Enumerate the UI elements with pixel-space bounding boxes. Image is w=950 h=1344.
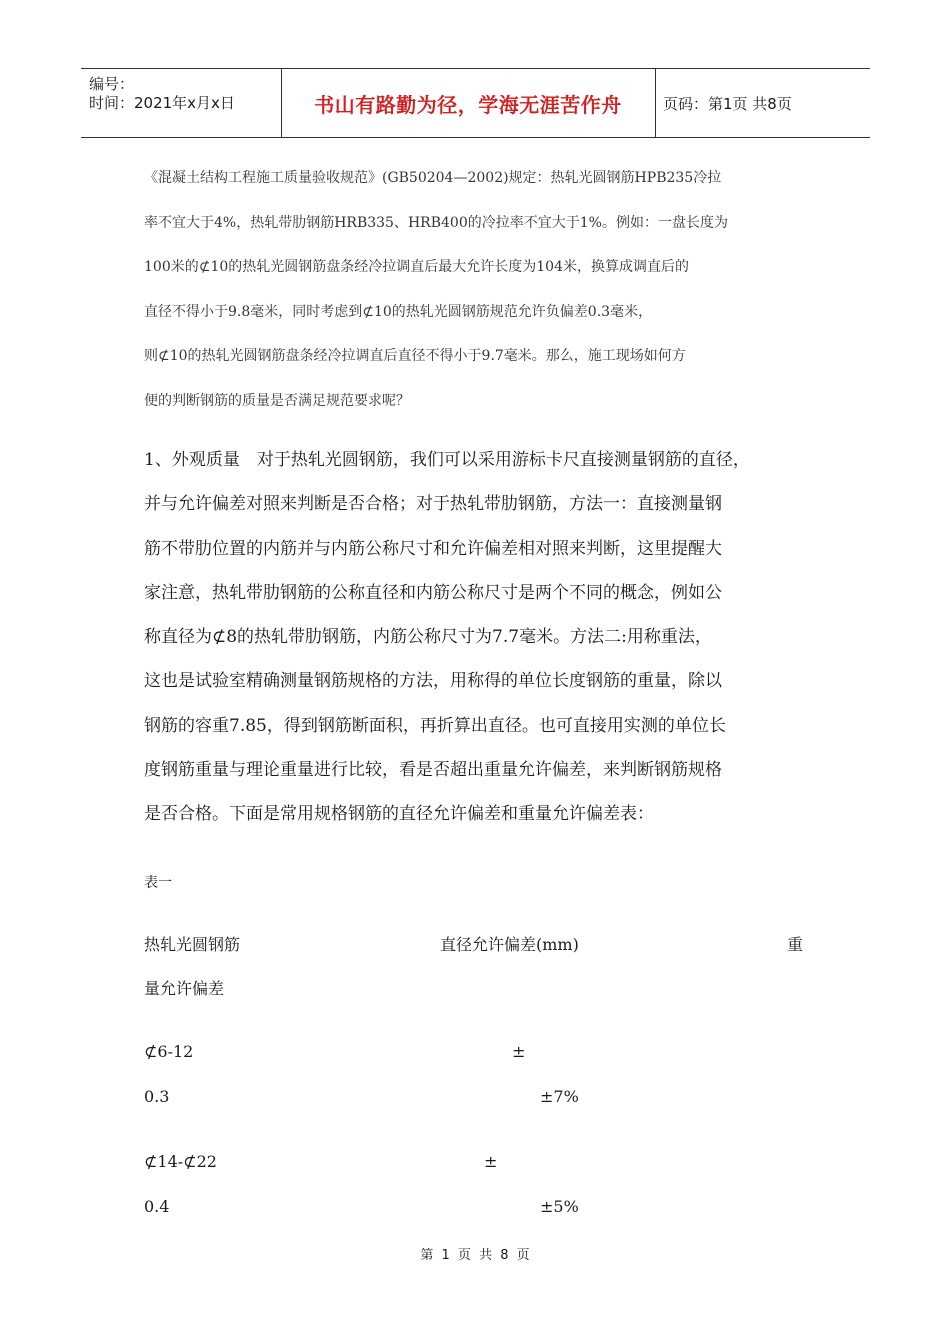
body-line: 家注意，热轧带肋钢筋的公称直径和内筋公称尺寸是两个不同的概念，例如公 [144, 582, 722, 603]
time-label: 时间：2021年x月x日 [89, 94, 235, 112]
intro-line: 直径不得小于9.8毫米，同时考虑到⊄10的热轧光圆钢筋规范允许负偏差0.3毫米， [144, 303, 653, 320]
table-row-spec: ⊄14-⊄22 [144, 1152, 217, 1171]
appearance-quality-section [144, 438, 816, 837]
body-line: 钢筋的容重7.85，得到钢筋断面积，再折算出直径。也可直接用实测的单位长 [144, 715, 726, 736]
table-header-col3: 重 [787, 935, 804, 954]
footer-gong: 共 [479, 1248, 493, 1263]
header-motto: 书山有路勤为径，学海无涯苦作舟 [314, 92, 622, 117]
document-header [81, 68, 870, 138]
body-line: 称直径为⊄8的热轧带肋钢筋，内筋公称尺寸为7.7毫米。方法二:用称重法， [144, 627, 712, 648]
table-row-diameter: 0.4 [144, 1197, 170, 1216]
body-line: 1、外观质量 对于热轧光圆钢筋，我们可以采用游标卡尺直接测量钢筋的直径， [144, 450, 750, 470]
number-label: 编号： [89, 75, 135, 93]
header-divider-right [655, 69, 656, 137]
body-line: 是否合格。下面是常用规格钢筋的直径允许偏差和重量允许偏差表： [144, 804, 654, 825]
body-line: 筋不带肋位置的内筋并与内筋公称尺寸和允许偏差相对照来判断，这里提醒大 [144, 538, 722, 559]
table-header-col1: 热轧光圆钢筋 [144, 935, 241, 954]
intro-line: 则⊄10的热轧光圆钢筋盘条经冷拉调直后直径不得小于9.7毫米。那么，施工现场如何方 [144, 348, 686, 364]
table-row-spec: ⊄6-12 [144, 1042, 194, 1061]
body-line: 度钢筋重量与理论重量进行比较，看是否超出重量允许偏差，来判断钢筋规格 [144, 760, 722, 781]
body-line: 并与允许偏差对照来判断是否合格；对于热轧带肋钢筋，方法一：直接测量钢 [144, 494, 722, 515]
header-page-info: 页码：第1页 共8页 [663, 94, 792, 113]
header-meta [81, 69, 281, 137]
table-row-weight: ±7% [540, 1087, 579, 1106]
footer-total-pages: 8 [500, 1248, 509, 1263]
intro-line: 率不宜大于4%，热轧带肋钢筋HRB335、HRB400的冷拉率不宜大于1%。例如：一盘长度为 [144, 214, 728, 231]
table-row-diameter: 0.3 [144, 1087, 170, 1106]
table-row-pm: ± [512, 1042, 526, 1061]
intro-line: 100米的⊄10的热轧光圆钢筋盘条经冷拉调直后最大允许长度为104米，换算成调直后的 [144, 259, 689, 275]
footer-ye2: 页 [516, 1248, 530, 1263]
table-row-weight: ±5% [540, 1197, 579, 1216]
table-header-col3-cont: 量允许偏差 [144, 979, 225, 998]
body-line: 这也是试验室精确测量钢筋规格的方法，用称得的单位长度钢筋的重量，除以 [144, 671, 722, 692]
page-footer [0, 1244, 950, 1263]
intro-line: 便的判断钢筋的质量是否满足规范要求呢？ [144, 392, 410, 409]
intro-paragraph [144, 156, 806, 423]
table-label: 表一 [144, 875, 172, 891]
intro-line: 《混凝土结构工程施工质量验收规范》(GB50204—2002)规定：热轧光圆钢筋HPB235冷拉 [144, 170, 722, 186]
footer-di: 第 [420, 1248, 434, 1263]
table-row-pm: ± [484, 1152, 498, 1171]
table-header-col2: 直径允许偏差(mm) [440, 935, 579, 954]
footer-ye: 页 [457, 1248, 471, 1263]
footer-page-number: 1 [441, 1248, 450, 1263]
